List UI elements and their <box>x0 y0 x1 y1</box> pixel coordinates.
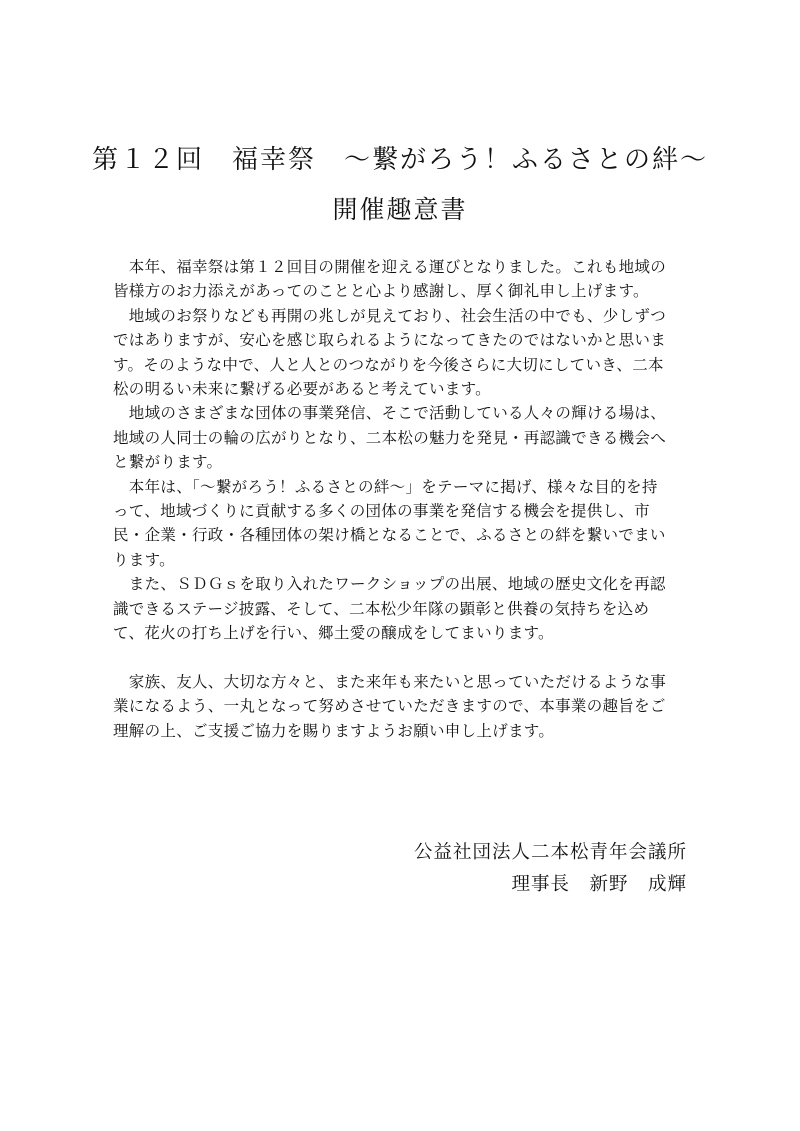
body-line: 本年は、「～繋がろう！ふるさとの絆～」をテーマに掲げ、様々な目的を持 <box>113 477 658 496</box>
signature-organization: 公益社団法人二本松青年会議所 <box>413 842 687 863</box>
document-title: 第１２回 福幸祭 ～繋がろう！ふるさとの絆～ <box>91 145 708 175</box>
body-line: って、地域づくりに貢献する多くの団体の事業を発信する機会を提供し、市 <box>113 502 650 521</box>
body-line: 民・企業・行政・各種団体の架け橋となることで、ふるさとの絆を繋いでまい <box>113 526 666 545</box>
document-subtitle: 開催趣意書 <box>332 195 468 224</box>
body-line: 理解の上、ご支援ご協力を賜りますようお願い申し上げます。 <box>113 721 555 740</box>
signature-president: 理事長 新野 成輝 <box>511 874 687 895</box>
body-line: 本年、福幸祭は第１２回目の開催を迎える運びとなりました。これも地域の <box>113 258 667 276</box>
body-line: ります。 <box>113 550 175 569</box>
body-line: て、花火の打ち上げを行い、郷土愛の醸成をしてまいります。 <box>113 624 554 643</box>
body-line: 家族、友人、大切な方々と、また来年も来たいと思っていただけるような事 <box>113 672 667 691</box>
body-line: 皆様方のお力添えがあってのことと心より感謝し、厚く御礼申し上げます。 <box>113 282 649 301</box>
body-line: ではありますが、安心を感じ取られるようになってきたのではないかと思いま <box>113 331 667 350</box>
body-line: 地域のさまざまな団体の事業発信、そこで活動している人々の輝ける場は、 <box>113 404 667 423</box>
body-line: 識できるステージ披露、そして、二本松少年隊の顕彰と供養の気持ちを込め <box>113 599 650 618</box>
body-line: す。そのような中で、人と人とのつながりを今後さらに大切にしていき、二本 <box>113 355 664 374</box>
body-text <box>113 255 693 743</box>
body-line: 松の明るい未来に繋げる必要があると考えています。 <box>113 380 491 399</box>
body-line: 業になるよう、一丸となって努めさせていただきますので、本事業の趣旨をご <box>113 697 666 716</box>
paragraph-spacer <box>113 646 693 670</box>
body-line: と繋がります。 <box>113 453 223 472</box>
body-line: また、ＳＤＧｓを取り入れたワークショップの出展、地域の歴史文化を再認 <box>113 575 666 594</box>
body-line: 地域の人同士の輪の広がりとなり、二本松の魅力を発見・再認識できる機会へ <box>113 428 667 447</box>
body-line: 地域のお祭りなども再開の兆しが見えており、社会生活の中でも、少しずつ <box>113 306 667 325</box>
signature-block <box>414 837 687 901</box>
